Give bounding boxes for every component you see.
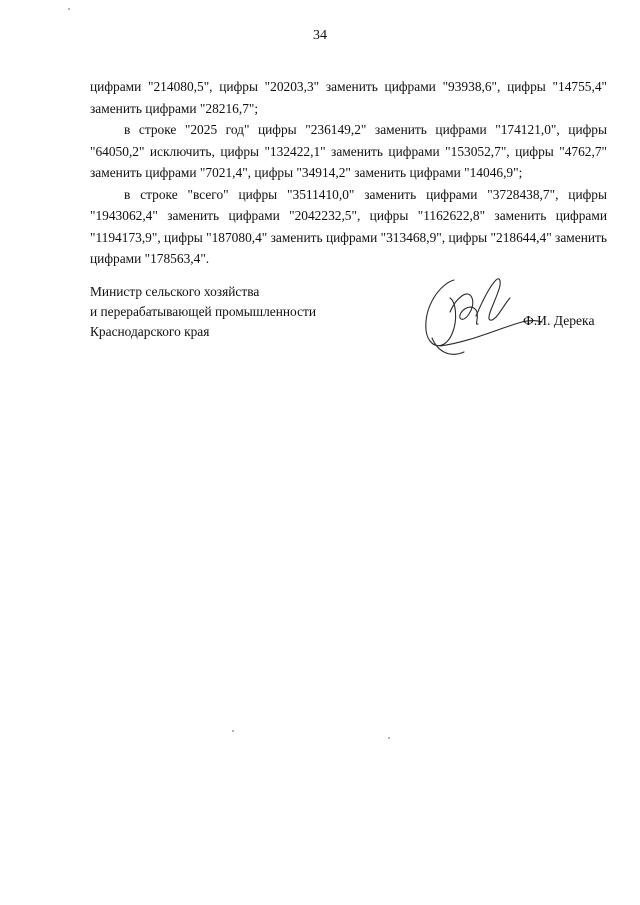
scan-speck <box>388 737 390 739</box>
paragraph-total-row: в строке "всего" цифры "3511410,0" заменить цифрами "3728438,7", цифры "1943062,4" заменить цифрами "2042232,5", цифры "1162622,8" заменить цифрами "1194173,9", цифры "187080,4" заменить цифрами "313468,9", цифры "218644,4" заменить цифрами "178563,4". <box>90 186 607 266</box>
signatory-title <box>90 282 316 342</box>
scan-speck <box>232 730 234 732</box>
signatory-title-line: Краснодарского края <box>90 324 210 339</box>
paragraph-continuation: цифрами "214080,5", цифры "20203,3" заменить цифрами "93938,6", цифры "14755,4" заменить цифрами "28216,7"; <box>90 79 607 116</box>
signatory-title-line: Министр сельского хозяйства <box>90 284 260 299</box>
paragraph-2025-row: в строке "2025 год" цифры "236149,2" заменить цифрами "174121,0", цифры "64050,2" исключить, цифры "132422,1" заменить цифрами "153052,7", цифры "4762,7" заменить цифрами "7021,4", цифры "34914,2" заменить цифрами "14046,9"; <box>90 122 607 180</box>
document-body <box>90 76 607 270</box>
signatory-title-line: и перерабатывающей промышленности <box>90 304 317 319</box>
page-number: 34 <box>313 28 327 43</box>
signatory-name: Ф.И. Дерека <box>523 313 595 328</box>
scan-speck <box>68 8 70 10</box>
